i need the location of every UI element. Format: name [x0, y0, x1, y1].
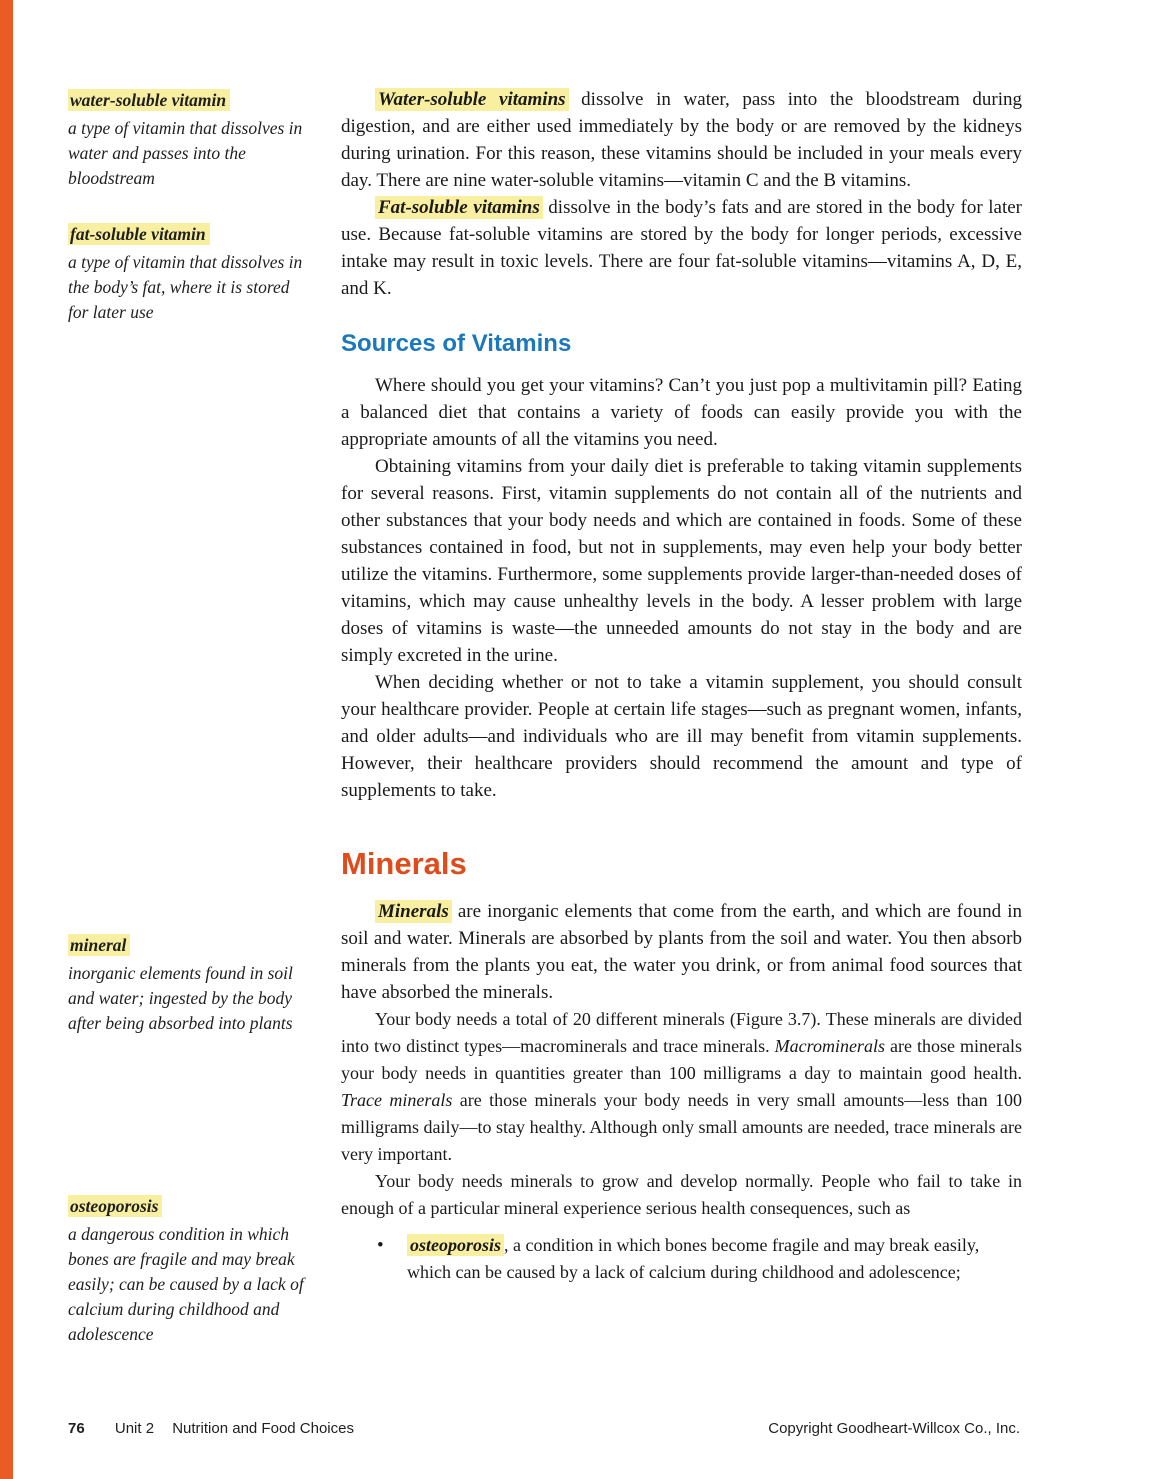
definition-mineral — [68, 933, 306, 1036]
definition-text: a dangerous condition in which bones are fragile and may break easily; can be caused by a lack of calcium during childhood and adolescence — [68, 1224, 304, 1344]
paragraph-fat-soluble-vitamins: Fat-soluble vitamins dissolve in the body’s fats and are stored in the body for later use. Because fat-soluble vitamins are stored by the body for longer periods, excessive intake may result in toxic levels. There are four fat-soluble vitamins—vitamins A, D, E, and K. — [341, 197, 1022, 299]
definition-term: water-soluble vitamin — [68, 89, 230, 111]
footer-section-label: Nutrition and Food Choices — [172, 1420, 354, 1437]
footer-left — [68, 1420, 354, 1437]
paragraph-sources-1: Where should you get your vitamins? Can’t you just pop a multivitamin pill? Eating a balanced diet that contains a variety of foods can easily provide you with the appropriate amounts of all the vitamins you need. — [341, 375, 1022, 450]
definition-text: a type of vitamin that dissolves in the body’s fat, where it is stored for later use — [68, 252, 303, 322]
heading-sources-of-vitamins: Sources of Vitamins — [341, 330, 572, 357]
left-accent-bar — [0, 0, 13, 1479]
definition-term: fat-soluble vitamin — [68, 223, 210, 245]
page-number: 76 — [68, 1420, 85, 1437]
definition-water-soluble-vitamin — [68, 88, 306, 191]
bullet-item-osteoporosis — [341, 1232, 1022, 1286]
paragraph-minerals-types: Your body needs a total of 20 different minerals (Figure 3.7). These minerals are divided into two distinct types—macrominerals and trace minerals. Macrominerals are those minerals your body needs in quantities greater than 100 milligrams a day to maintain good health. Trace minerals are those minerals your body needs in very small amounts—less than 100 milligrams daily—to stay healthy. Although only small amounts are needed, trace minerals are very important. — [341, 1009, 1022, 1164]
definition-text: inorganic elements found in soil and water; ingested by the body after being absorbed into plants — [68, 963, 293, 1033]
footer-unit-label: Unit 2 — [114, 1420, 155, 1437]
footer-copyright: Copyright Goodheart-Willcox Co., Inc. — [768, 1420, 1020, 1437]
main-text-column — [341, 86, 1022, 1286]
definition-text: a type of vitamin that dissolves in water and passes into the bloodstream — [68, 118, 303, 188]
paragraph-water-soluble-vitamins: Water-soluble vitamins dissolve in water, pass into the bloodstream during digestion, and are either used immediately by the body or are removed by the kidneys during urination. For this reason, these vitamins should be included in your meals every day. There are nine water-soluble vitamins—vitamin C and the B vitamins. — [341, 89, 1022, 191]
definition-term: mineral — [68, 934, 130, 956]
definition-term: osteoporosis — [68, 1195, 162, 1217]
page-footer — [68, 1420, 1020, 1437]
paragraph-minerals-needs: Your body needs minerals to grow and develop normally. People who fail to take in enough of a particular mineral experience serious health consequences, such as — [341, 1171, 1022, 1218]
paragraph-minerals-lead: Minerals are inorganic elements that come from the earth, and which are found in soil and water. Minerals are absorbed by plants from the soil and water. You then absorb minerals from the plants you eat, the water you drink, or from animal food sources that have absorbed the minerals. — [341, 901, 1022, 1003]
paragraph-sources-3: When deciding whether or not to take a vitamin supplement, you should consult your healthcare provider. People at certain life stages—such as pregnant women, infants, and older adults—and individuals who are ill may benefit from vitamin supplements. However, their healthcare providers should recommend the amount and type of supplements to take. — [341, 672, 1022, 801]
definition-osteoporosis — [68, 1194, 306, 1347]
heading-minerals: Minerals — [341, 846, 467, 881]
bullet-icon: • — [377, 1235, 384, 1256]
definition-fat-soluble-vitamin — [68, 222, 306, 325]
paragraph-sources-2: Obtaining vitamins from your daily diet is preferable to taking vitamin supplements for several reasons. First, vitamin supplements do not contain all of the nutrients and other substances that your body needs and which are contained in foods. Some of these substances contained in food, but not in supplements, may even help your body better utilize the vitamins. Furthermore, some supplements provide larger-than-needed doses of vitamins, which may cause unhealthy levels in the body. A lesser problem with large doses of vitamins is waste—the unneeded amounts do not stay in the body and are simply excreted in the urine. — [341, 456, 1022, 666]
bullet-text: osteoporosis , a condition in which bones become fragile and may break easily, which can be caused by a lack of calcium during childhood and adolescence; — [407, 1235, 980, 1282]
